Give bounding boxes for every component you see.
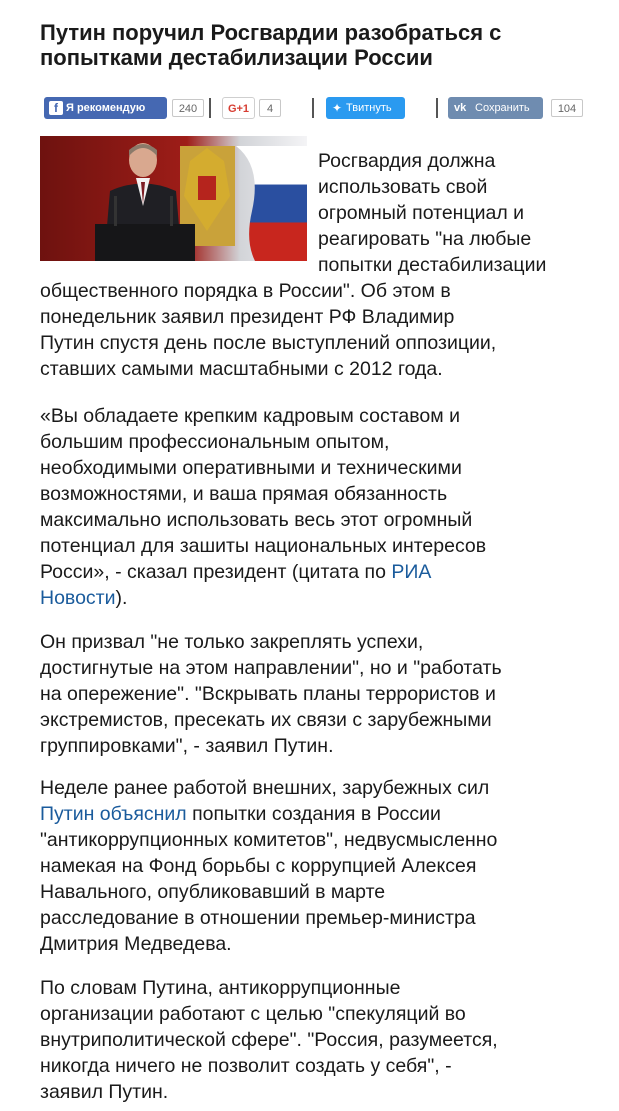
text-line: "антикоррупционных комитетов", недвусмысленно xyxy=(40,829,498,851)
text-line: реагировать "на любые xyxy=(318,228,532,250)
article-title xyxy=(40,20,595,70)
text-line: огромный потенциал и xyxy=(318,202,525,224)
text-line: потенциал для зашиты национальных интересов xyxy=(40,535,487,557)
facebook-icon: f xyxy=(49,101,63,115)
text-line: возможностями, и ваша прямая обязанность xyxy=(40,483,448,505)
article-title-line: попытками дестабилизации России xyxy=(40,45,433,70)
vk-save-label: Сохранить xyxy=(475,102,530,114)
facebook-recommend-label: Я рекомендую xyxy=(66,102,146,114)
text-line: «Вы обладаете крепким кадровым составом и xyxy=(40,405,460,427)
text-line: внутриполитической сфере". "Россия, разумеется, xyxy=(40,1029,498,1051)
text-line: понедельник заявил президент РФ Владимир xyxy=(40,306,455,328)
gplus-button[interactable]: G+1 xyxy=(222,97,255,119)
text-line: на опережение". "Вскрывать планы террористов и xyxy=(40,683,496,705)
divider xyxy=(312,98,314,118)
text-line: попытки дестабилизации xyxy=(318,254,547,276)
vk-count: 104 xyxy=(551,99,583,117)
facebook-count: 240 xyxy=(172,99,204,117)
text-line: заявил Путин. xyxy=(40,1081,169,1103)
text-line: максимально использовать весь этот огромный xyxy=(40,509,473,531)
text-line: общественного порядка в России". Об этом в xyxy=(40,280,451,302)
text-line: Неделе ранее работой внешних, зарубежных сил xyxy=(40,777,490,799)
tweet-label: Твитнуть xyxy=(346,102,392,114)
divider xyxy=(436,98,438,118)
facebook-recommend-button[interactable] xyxy=(44,97,167,119)
text-line: необходимыми оперативными и техническими xyxy=(40,457,462,479)
text-line: организации работают с целью "спекуляций во xyxy=(40,1003,466,1025)
text-line: расследование в отношении премьер-министра xyxy=(40,907,476,929)
text-line: намекая на Фонд борьбы с коррупцией Алексея xyxy=(40,855,477,877)
text-line: экстремистов, пресекать их связи с зарубежными xyxy=(40,709,492,731)
vk-icon: vk xyxy=(454,102,467,114)
tweet-button[interactable] xyxy=(326,97,405,119)
gplus-count: 4 xyxy=(259,99,281,117)
text-line xyxy=(40,559,595,585)
paragraph-5 xyxy=(40,975,595,1105)
text-line: большим профессиональным опытом, xyxy=(40,431,390,453)
twitter-bird-icon: ✦ xyxy=(332,101,343,115)
text-line xyxy=(40,585,595,611)
text-line: группировками", - заявил Путин. xyxy=(40,735,334,757)
ria-novosti-link[interactable]: РИА xyxy=(391,561,432,583)
text-fragment: ). xyxy=(115,587,128,609)
text-line: использовать свой xyxy=(318,176,488,198)
text-line: никогда ничего не позволит создать у себя", - xyxy=(40,1055,452,1077)
article-title-line: Путин поручил Росгвардии разобраться с xyxy=(40,20,502,45)
text-line: достигнутые на этом направлении", но и "работать xyxy=(40,657,502,679)
paragraph-2 xyxy=(40,403,595,611)
text-line: Навального, опубликовавший в марте xyxy=(40,881,386,903)
paragraph-3 xyxy=(40,629,595,759)
text-fragment: попытки создания в России xyxy=(186,803,441,825)
ria-novosti-link[interactable]: Новости xyxy=(40,587,116,609)
share-bar xyxy=(40,97,595,123)
article xyxy=(40,20,595,1103)
paragraph-1 xyxy=(40,148,595,382)
paragraph-4 xyxy=(40,775,595,957)
text-line: Дмитрия Медведева. xyxy=(40,933,232,955)
text-fragment: Росси», - сказал президент (цитата по xyxy=(40,561,392,583)
text-line: Росгвардия должна xyxy=(318,150,496,172)
text-line: Он призвал "не только закреплять успехи, xyxy=(40,631,424,653)
text-line: По словам Путина, антикоррупционные xyxy=(40,977,401,999)
text-line: ставших самыми масштабными с 2012 года. xyxy=(40,358,443,380)
putin-explained-link[interactable]: Путин объяснил xyxy=(40,803,187,825)
text-line xyxy=(40,801,595,827)
divider xyxy=(209,98,211,118)
text-line: Путин спустя день после выступлений оппозиции, xyxy=(40,332,497,354)
vk-save-button[interactable] xyxy=(448,97,543,119)
